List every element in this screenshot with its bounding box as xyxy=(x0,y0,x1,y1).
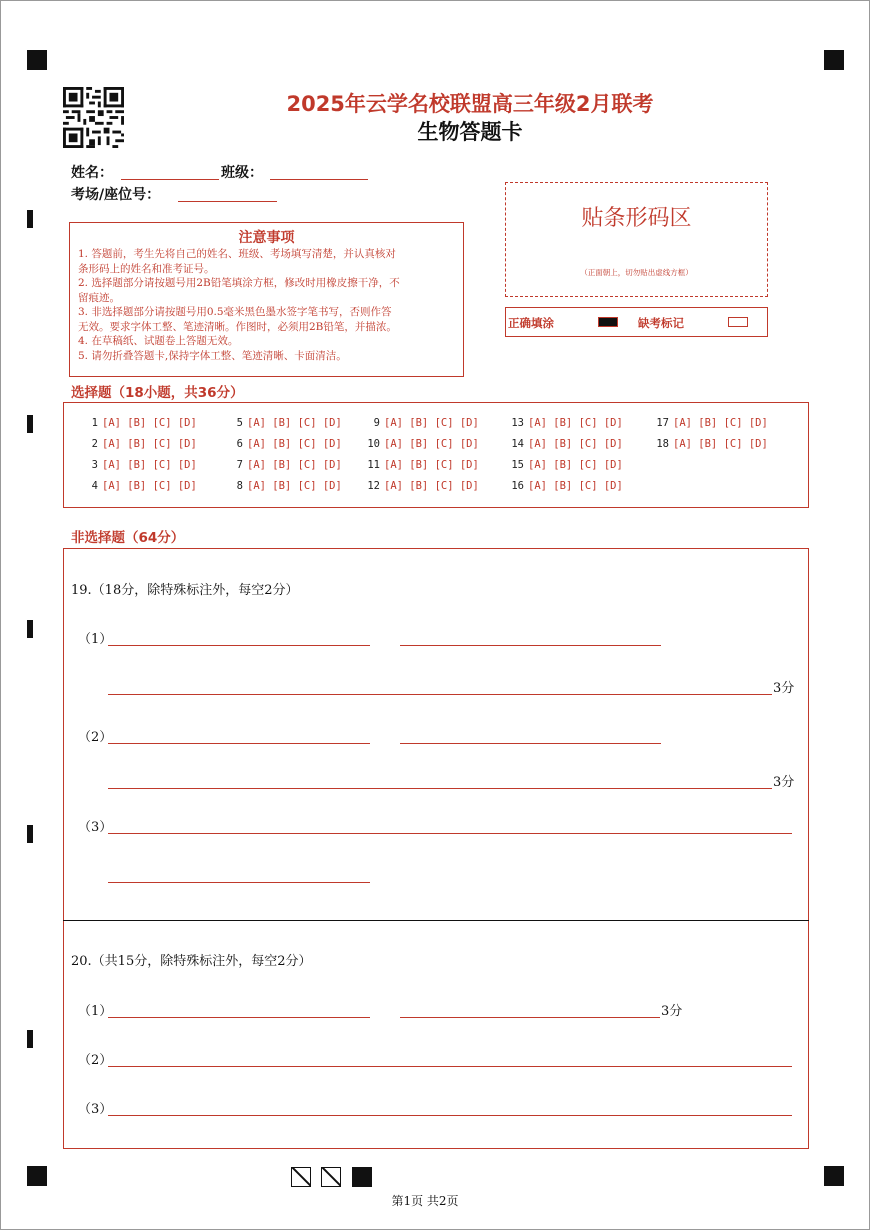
mc-options[interactable]: [A] [B] [C] [D] xyxy=(673,438,768,450)
notice-line: 5. 请勿折叠答题卡,保持字体工整、笔迹清晰、卡面清洁。 xyxy=(78,349,347,362)
q19-title: 19.（18分，除特殊标注外，每空2分） xyxy=(71,583,299,598)
corner-marker-bottom-right xyxy=(824,1166,844,1186)
class-field[interactable] xyxy=(270,162,368,180)
non-choice-box xyxy=(63,548,809,1149)
q19-score-a: 3分 xyxy=(773,681,795,696)
barcode-note: （正面朝上，切勿贴出虚线方框） xyxy=(580,268,693,277)
q19-1-answer-line-c[interactable] xyxy=(108,694,772,695)
non-choice-heading: 非选择题（64分） xyxy=(71,530,185,546)
barcode-area xyxy=(505,182,768,297)
mc-question-number: 14 xyxy=(511,438,524,450)
mc-options[interactable]: [A] [B] [C] [D] xyxy=(528,459,623,471)
mc-question-16[interactable] xyxy=(510,480,623,492)
absent-mark-checkbox[interactable] xyxy=(728,317,748,327)
mc-question-number: 7 xyxy=(236,459,243,471)
timing-mark xyxy=(27,415,33,433)
mc-question-number: 18 xyxy=(656,438,669,450)
q20-1-answer-line-b[interactable] xyxy=(400,1017,660,1018)
mc-options[interactable]: [A] [B] [C] [D] xyxy=(528,438,623,450)
mc-options[interactable]: [A] [B] [C] [D] xyxy=(384,438,479,450)
q19-1-answer-line-b[interactable] xyxy=(400,645,661,646)
q19-2-answer-line-c[interactable] xyxy=(108,788,772,789)
correct-fill-label: 正确填涂 xyxy=(508,316,554,330)
q20-part-3-label: （3） xyxy=(78,1102,113,1117)
mc-question-14[interactable] xyxy=(510,438,623,450)
mc-question-17[interactable] xyxy=(655,417,768,429)
name-field[interactable] xyxy=(121,162,219,180)
q19-part-1-label: （1） xyxy=(78,632,113,647)
notice-box xyxy=(69,222,464,377)
q19-part-2-label: （2） xyxy=(78,730,113,745)
mc-options[interactable]: [A] [B] [C] [D] xyxy=(247,438,342,450)
mc-options[interactable]: [A] [B] [C] [D] xyxy=(528,480,623,492)
mc-question-number: 8 xyxy=(236,480,243,492)
q20-part-1-label: （1） xyxy=(78,1004,113,1019)
question-divider xyxy=(63,920,809,921)
mc-question-6[interactable] xyxy=(229,438,342,450)
q20-2-answer-line[interactable] xyxy=(108,1066,792,1067)
notice-line: 无效。要求字体工整、笔迹清晰。作图时，必须用2B铅笔，并描浓。 xyxy=(78,320,397,333)
q20-1-answer-line-a[interactable] xyxy=(108,1017,370,1018)
mc-question-number: 17 xyxy=(656,417,669,429)
notice-line: 2. 选择题部分请按题号用2B铅笔填涂方框，修改时用橡皮擦干净，不 xyxy=(78,277,400,289)
mc-question-12[interactable] xyxy=(366,480,479,492)
q19-2-answer-line-a[interactable] xyxy=(108,743,370,744)
mc-question-4[interactable] xyxy=(84,480,197,492)
mc-question-10[interactable] xyxy=(366,438,479,450)
absent-mark-label: 缺考标记 xyxy=(638,316,684,330)
mc-options[interactable]: [A] [B] [C] [D] xyxy=(102,459,197,471)
exam-title: 2025年云学名校联盟高三年级2月联考 xyxy=(286,92,654,116)
mc-options[interactable]: [A] [B] [C] [D] xyxy=(102,417,197,429)
timing-mark xyxy=(27,825,33,843)
mc-question-number: 2 xyxy=(91,438,98,450)
mc-options[interactable]: [A] [B] [C] [D] xyxy=(384,417,479,429)
exam-subtitle: 生物答题卡 xyxy=(417,120,523,144)
mc-question-number: 13 xyxy=(511,417,524,429)
mc-question-5[interactable] xyxy=(229,417,342,429)
timing-mark xyxy=(27,210,33,228)
mc-question-number: 9 xyxy=(373,417,380,429)
notice-line: 留痕迹。 xyxy=(78,291,120,304)
mc-question-2[interactable] xyxy=(84,438,197,450)
mc-question-9[interactable] xyxy=(366,417,479,429)
mc-question-7[interactable] xyxy=(229,459,342,471)
q20-3-answer-line[interactable] xyxy=(108,1115,792,1116)
seat-label: 考场/座位号： xyxy=(71,187,161,203)
mc-options[interactable]: [A] [B] [C] [D] xyxy=(102,438,197,450)
mc-question-number: 16 xyxy=(511,480,524,492)
mc-options[interactable]: [A] [B] [C] [D] xyxy=(247,417,342,429)
notice-title: 注意事项 xyxy=(238,230,295,246)
barcode-label: 贴条形码区 xyxy=(581,206,692,231)
fill-example-box xyxy=(505,307,768,337)
corner-marker-top-left xyxy=(27,50,47,70)
q20-title: 20.（共15分，除特殊标注外，每空2分） xyxy=(71,954,312,969)
page-number: 第1页 共2页 xyxy=(391,1194,459,1208)
q19-1-answer-line-a[interactable] xyxy=(108,645,370,646)
mc-question-8[interactable] xyxy=(229,480,342,492)
mc-question-number: 10 xyxy=(367,438,380,450)
page-id-box-slashed xyxy=(291,1167,311,1187)
mc-question-1[interactable] xyxy=(84,417,197,429)
mc-question-13[interactable] xyxy=(510,417,623,429)
mc-question-number: 1 xyxy=(91,417,98,429)
mc-options[interactable]: [A] [B] [C] [D] xyxy=(528,417,623,429)
notice-line: 3. 非选择题部分请按题号用0.5毫米黑色墨水签字笔书写，否则作答 xyxy=(78,306,392,318)
q19-2-answer-line-b[interactable] xyxy=(400,743,661,744)
q19-3-answer-line-a[interactable] xyxy=(108,833,792,834)
corner-marker-top-right xyxy=(824,50,844,70)
correct-fill-swatch xyxy=(598,317,618,327)
mc-question-number: 3 xyxy=(91,459,98,471)
notice-line: 4. 在草稿纸、试题卷上答题无效。 xyxy=(78,335,239,347)
mc-options[interactable]: [A] [B] [C] [D] xyxy=(102,480,197,492)
notice-line: 条形码上的姓名和准考证号。 xyxy=(78,262,215,275)
q20-part-2-label: （2） xyxy=(78,1053,113,1068)
q19-part-3-label: （3） xyxy=(78,820,113,835)
timing-mark xyxy=(27,1030,33,1048)
mc-question-18[interactable] xyxy=(655,438,768,450)
mc-question-number: 12 xyxy=(367,480,380,492)
class-label: 班级： xyxy=(221,165,263,181)
multiple-choice-box xyxy=(63,402,809,508)
seat-field[interactable] xyxy=(178,184,277,202)
mc-options[interactable]: [A] [B] [C] [D] xyxy=(673,417,768,429)
multiple-choice-heading: 选择题（18小题，共36分） xyxy=(71,385,244,401)
mc-question-number: 15 xyxy=(511,459,524,471)
mc-question-11[interactable] xyxy=(366,459,479,471)
mc-question-number: 5 xyxy=(236,417,243,429)
timing-mark xyxy=(27,620,33,638)
mc-options[interactable]: [A] [B] [C] [D] xyxy=(384,459,479,471)
mc-question-3[interactable] xyxy=(84,459,197,471)
mc-question-15[interactable] xyxy=(510,459,623,471)
notice-line: 1. 答题前，考生先将自己的姓名、班级、考场填写清楚，并认真核对 xyxy=(78,248,396,260)
corner-marker-bottom-left xyxy=(27,1166,47,1186)
mc-question-number: 11 xyxy=(367,459,380,471)
mc-options[interactable]: [A] [B] [C] [D] xyxy=(247,459,342,471)
mc-question-number: 6 xyxy=(236,438,243,450)
mc-question-number: 4 xyxy=(91,480,98,492)
q19-score-b: 3分 xyxy=(773,775,795,790)
page-id-box-filled xyxy=(352,1167,372,1187)
page-id-box-slashed xyxy=(321,1167,341,1187)
q19-3-answer-line-b[interactable] xyxy=(108,882,370,883)
mc-options[interactable]: [A] [B] [C] [D] xyxy=(247,480,342,492)
mc-options[interactable]: [A] [B] [C] [D] xyxy=(384,480,479,492)
name-label: 姓名： xyxy=(71,165,113,181)
q20-score-a: 3分 xyxy=(661,1004,683,1019)
